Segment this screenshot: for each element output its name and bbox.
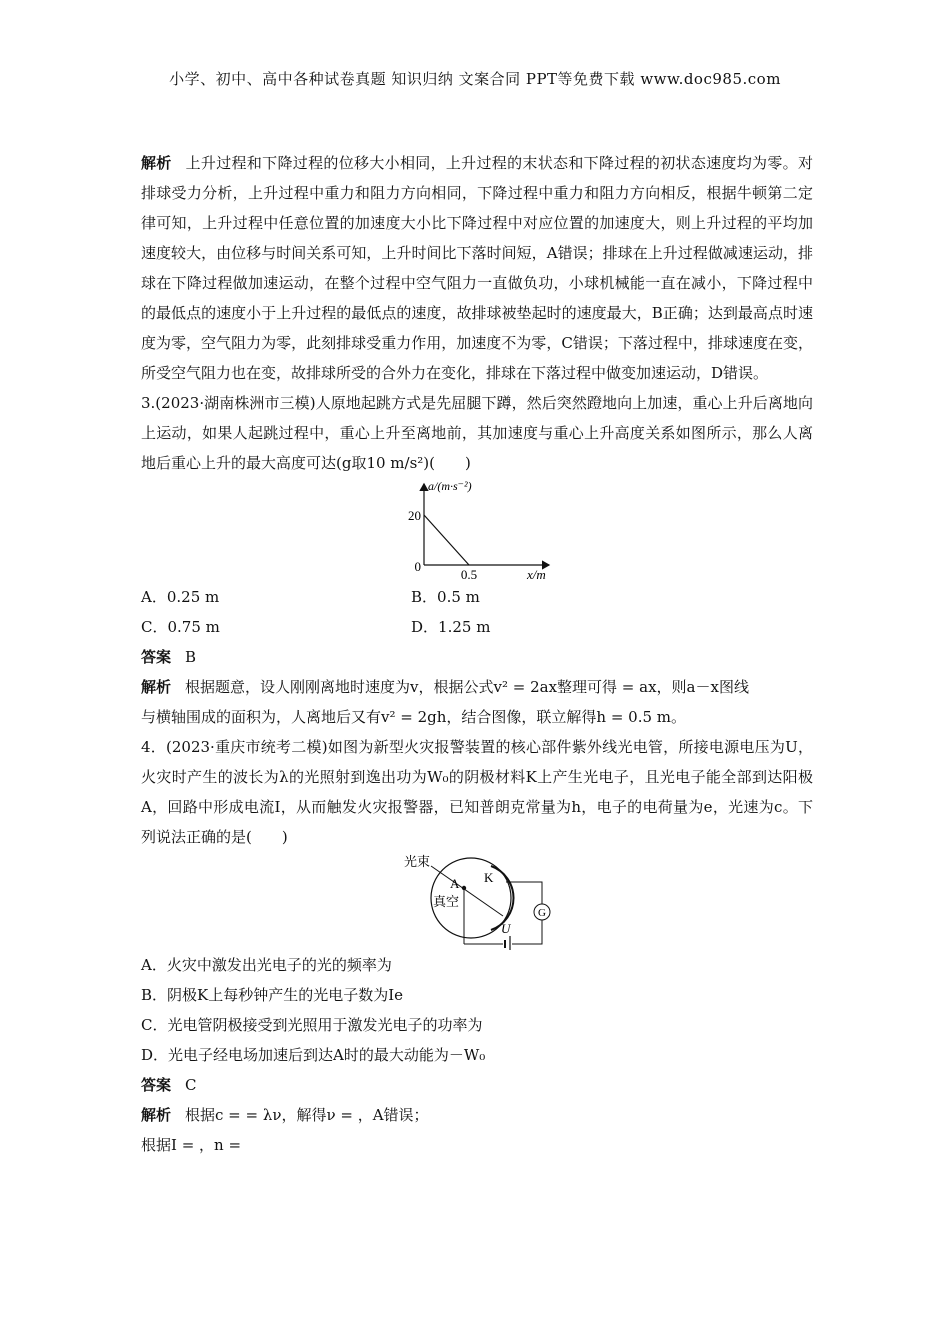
q3-analysis-line1: 根据题意，设人刚刚离地时速度为v，根据公式v² = 2ax整理可得 = ax，则a－x图线	[185, 678, 749, 696]
q3-answer-value: B	[185, 648, 197, 666]
circuit-wire-lower	[512, 920, 542, 944]
y-tick-label: 20	[408, 508, 421, 523]
q3-option-b: B．0.5 m	[411, 588, 480, 606]
q4-analysis	[141, 1100, 813, 1130]
phototube-circuit-diagram	[141, 852, 813, 950]
x-tick-label: 0.5	[460, 567, 478, 582]
origin-label: 0	[414, 559, 421, 574]
q3-option-a: A．0.25 m	[141, 588, 220, 606]
cathode-label: K	[484, 870, 494, 885]
q2-analysis-label: 解析	[141, 154, 172, 172]
q4-analysis-cont: 根据I = ，n =	[141, 1136, 242, 1154]
q3-analysis-cont: 与横轴围成的面积为，人离地后又有v² = 2gh，结合图像，联立解得h = 0.5 m。	[141, 708, 687, 726]
q4-analysis-label: 解析	[141, 1106, 172, 1124]
q4-answer-value: C	[185, 1076, 197, 1094]
q3-options-row-2	[141, 612, 813, 642]
q3-option-d: D．1.25 m	[411, 618, 491, 636]
series-line	[424, 515, 469, 565]
x-axis-label: x/m	[527, 567, 546, 582]
document-body	[141, 148, 813, 1160]
vacuum-label: 真空	[433, 894, 460, 909]
q3-answer-label: 答案	[141, 648, 172, 666]
q4-option-a: A．火灾中激发出光电子的光的频率为	[141, 956, 392, 974]
beam-label: 光束	[404, 854, 431, 869]
q4-answer-label: 答案	[141, 1076, 172, 1094]
q3-options-row-1	[141, 582, 813, 612]
q4-option-d: D．光电子经电场加速后到达A时的最大动能为－W₀	[141, 1046, 486, 1064]
q4-analysis-line1: 根据c = = λν，解得ν = ，A错误；	[185, 1106, 429, 1124]
q4-answer	[141, 1070, 813, 1100]
q2-analysis-text: 上升过程和下降过程的位移大小相同，上升过程的末状态和下降过程的初状态速度均为零。对排球受力分析，上升过程中重力和阻力方向相同，下降过程中重力和阻力方向相反，根据牛顿第二定律可知，上升过程中任意位置的加速度大小比下降过程中对应位置的加速度大，则上升过程的平均加速度较大，由位移与时间关系可知，上升时间比下落时间短，A错误；排球在上升过程做减速运动，排球在下降过程做加速运动，在整个过程中空气阻力一直做负功，小球机械能一直在减小，下降过程中的最低点的速度小于上升过程的最低点的速度，故排球被垫起时的速度最大，B正确；达到最高点时速度为零，空气阻力为零，此刻排球受重力作用，加速度不为零，C错误；下落过程中，排球速度在变，所受空气阻力也在变，故排球所受的合外力在变化，排球在下落过程中做变加速运动，D错误。	[141, 154, 813, 382]
y-axis-label: a/(m·s⁻²)	[428, 479, 472, 493]
q3-analysis	[141, 672, 813, 702]
galvanometer-label: G	[538, 907, 546, 919]
q4-option-c: C．光电管阴极接受到光照用于激发光电子的功率为	[141, 1016, 483, 1034]
q4-figure	[141, 852, 813, 950]
q4-stem: 4．(2023·重庆市统考二模)如图为新型火灾报警装置的核心部件紫外线光电管，所接电源电压为U，火灾时产生的波长为λ的光照射到逸出功为W₀的阴极材料K上产生光电子，且光电子能全部到达阳极A，回路中形成电流I，从而触发火灾报警器，已知普朗克常量为h，电子的电荷量为e，光速为c。下列说法正确的是( )	[141, 738, 813, 846]
anode-label: A	[450, 876, 460, 891]
q4-option-b: B．阴极K上每秒钟产生的光电子数为Ie	[141, 986, 404, 1004]
q3-stem: 3.(2023·湖南株洲市三模)人原地起跳方式是先屈腿下蹲，然后突然蹬地向上加速，重心上升后离地向上运动，如果人起跳过程中，重心上升至离地前，其加速度与重心上升高度关系如图所示，那么人离地后重心上升的最大高度可达(g取10 m/s²)( )	[141, 394, 813, 472]
q3-analysis-label: 解析	[141, 678, 172, 696]
acceleration-height-chart	[141, 478, 813, 582]
page-header: 小学、初中、高中各种试卷真题 知识归纳 文案合同 PPT等免费下载 www.doc985.com	[169, 70, 781, 88]
q3-answer	[141, 642, 813, 672]
voltage-label: U	[501, 921, 511, 936]
q3-option-c: C．0.75 m	[141, 618, 220, 636]
q3-figure	[141, 478, 813, 582]
q2-analysis	[141, 148, 813, 388]
